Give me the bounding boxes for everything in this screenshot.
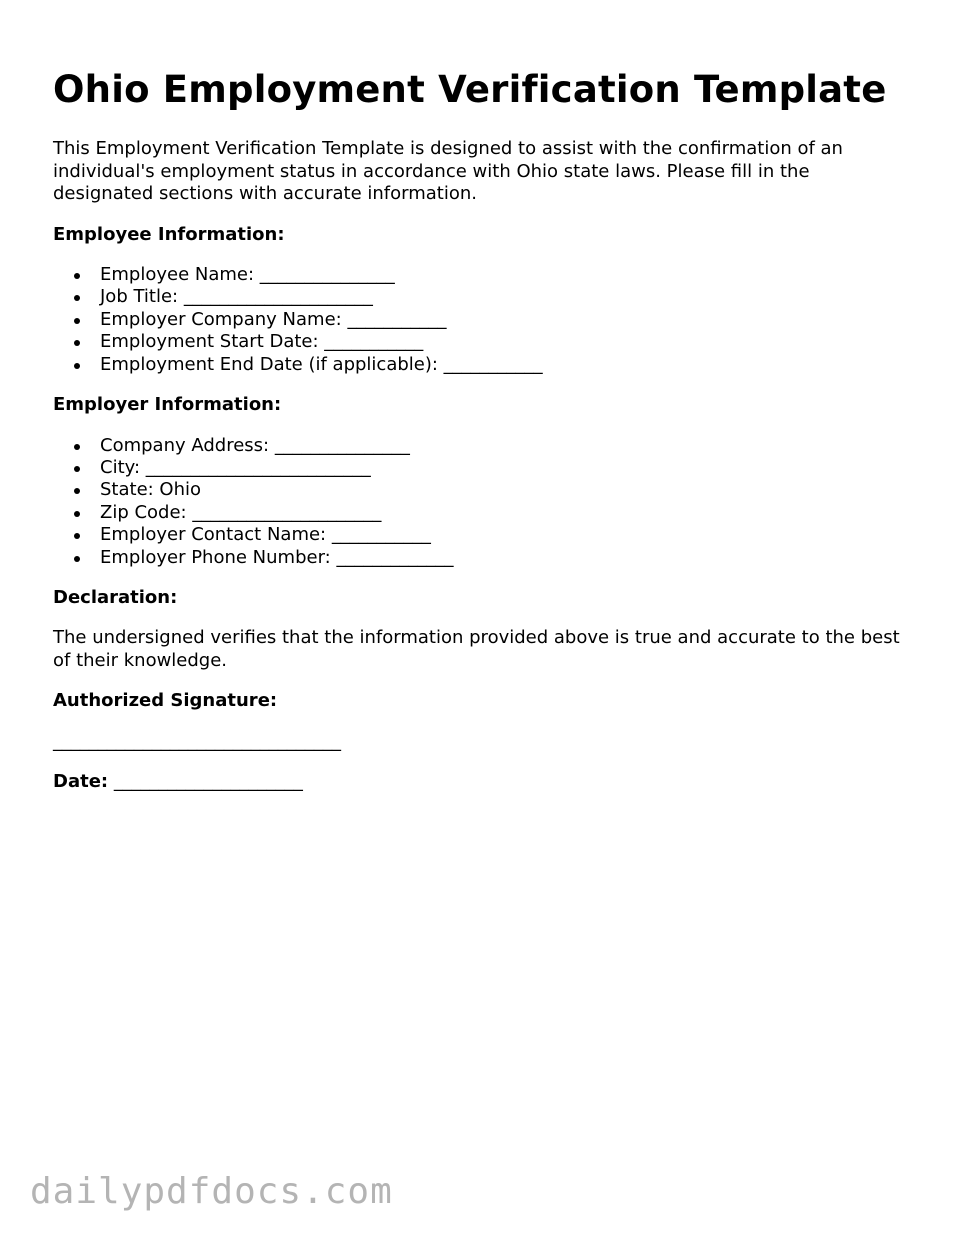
date-label: Date: xyxy=(53,771,109,793)
declaration-heading: Declaration: xyxy=(53,586,178,608)
list-item-employer-company-name: Employer Company Name: ___________ xyxy=(100,309,913,331)
list-item-job-title: Job Title: _____________________ xyxy=(100,286,913,308)
list-item-employee-name: Employee Name: _______________ xyxy=(100,264,913,286)
list-item-state: State: Ohio xyxy=(100,479,913,501)
declaration-text: The undersigned verifies that the information provided above is true and accurate to the best of their knowledge. xyxy=(53,627,900,671)
date-line: _____________________ xyxy=(113,771,303,793)
employee-information-list xyxy=(53,264,913,376)
document-title: Ohio Employment Verification Template xyxy=(53,68,887,111)
employee-information-heading: Employee Information: xyxy=(53,223,285,245)
list-item-company-address: Company Address: _______________ xyxy=(100,435,913,457)
authorized-signature-label: Authorized Signature: xyxy=(53,690,278,712)
date-field xyxy=(53,771,913,794)
document-page xyxy=(53,62,913,794)
list-item-employer-contact-name: Employer Contact Name: ___________ xyxy=(100,524,913,546)
employer-information-heading: Employer Information: xyxy=(53,394,282,416)
intro-paragraph: This Employment Verification Template is designed to assist with the confirmation of an individual's employment status in accordance with Ohio state laws. Please fill in the designated sections with accurate information. xyxy=(53,138,843,204)
watermark: dailypdfdocs.com xyxy=(30,1171,393,1212)
list-item-employment-end-date: Employment End Date (if applicable): ___________ xyxy=(100,354,913,376)
list-item-employer-phone-number: Employer Phone Number: _____________ xyxy=(100,547,913,569)
signature-line: ________________________________ xyxy=(53,730,341,752)
list-item-zip-code: Zip Code: _____________________ xyxy=(100,502,913,524)
list-item-city: City: _________________________ xyxy=(100,457,913,479)
employer-information-list xyxy=(53,435,913,569)
list-item-employment-start-date: Employment Start Date: ___________ xyxy=(100,331,913,353)
